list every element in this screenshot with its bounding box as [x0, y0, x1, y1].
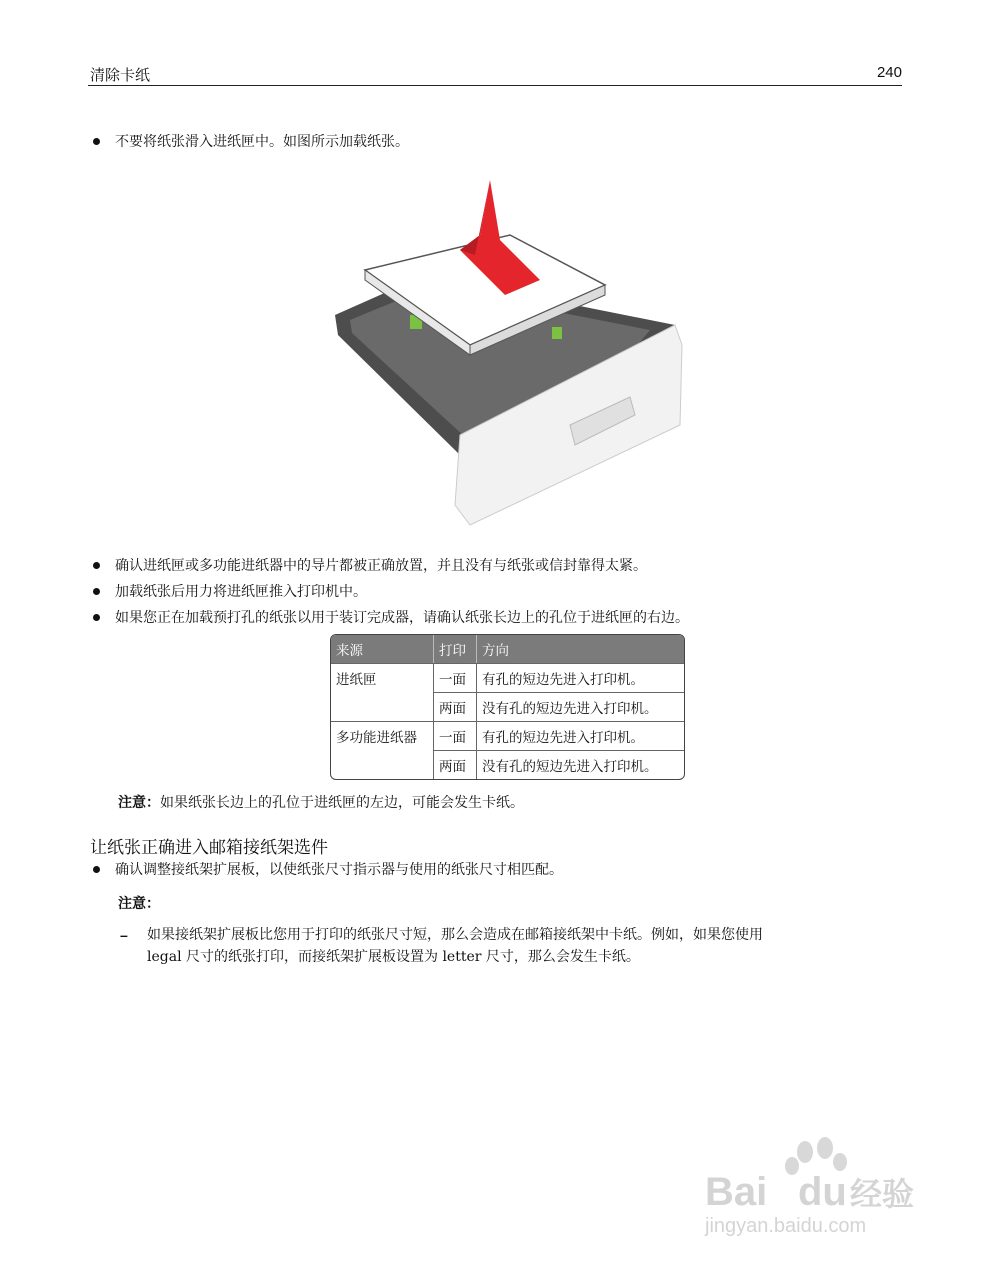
col-header-source: 来源 — [331, 635, 434, 663]
paper-tray-illustration — [330, 175, 690, 545]
note-label: 注意： — [118, 896, 160, 912]
watermark-brand: Bai — [705, 1170, 768, 1214]
bullet-dot — [93, 614, 100, 621]
col-header-direction: 方向 — [477, 635, 684, 663]
cell-print: 一面 — [434, 663, 477, 692]
orientation-table — [330, 634, 685, 780]
cell-direction: 有孔的短边先进入打印机。 — [477, 721, 684, 750]
table-header-row — [331, 635, 684, 663]
watermark-brand-cn: 经验 — [850, 1175, 915, 1213]
col-header-print: 打印 — [434, 635, 477, 663]
cell-direction: 没有孔的短边先进入打印机。 — [477, 692, 684, 721]
baidu-watermark — [700, 1130, 930, 1240]
section-heading: 让纸张正确进入邮箱接纸架选件 — [90, 838, 328, 858]
dash-line: legal 尺寸的纸张打印，而接纸架扩展板设置为 letter 尺寸，那么会发生卡纸。 — [147, 949, 640, 965]
bullet-dot — [93, 866, 100, 873]
cell-source: 进纸匣 — [331, 663, 434, 721]
watermark-url: jingyan.baidu.com — [705, 1215, 867, 1237]
cell-source: 多功能进纸器 — [331, 721, 434, 779]
note-paragraph — [118, 792, 524, 812]
header-section-title: 清除卡纸 — [90, 66, 151, 84]
table-row — [331, 721, 684, 750]
cell-direction: 有孔的短边先进入打印机。 — [477, 663, 684, 692]
bullet-dot — [93, 138, 100, 145]
note-text: 如果纸张长边上的孔位于进纸匣的左边，可能会发生卡纸。 — [160, 795, 524, 811]
page-number: 240 — [876, 64, 902, 81]
table-row — [331, 663, 684, 692]
header-divider — [88, 85, 902, 86]
note-label: 注意： — [118, 795, 160, 811]
cell-print: 一面 — [434, 721, 477, 750]
dash-line: 如果接纸架扩展板比您用于打印的纸张尺寸短，那么会造成在邮箱接纸架中卡纸。例如，如果您使用 — [147, 927, 763, 943]
cell-print: 两面 — [434, 692, 477, 721]
dash-marker: – — [120, 927, 128, 943]
cell-print: 两面 — [434, 750, 477, 779]
watermark-brand2: du — [798, 1170, 847, 1214]
cell-direction: 没有孔的短边先进入打印机。 — [477, 750, 684, 779]
bullet-dot — [93, 588, 100, 595]
bullet-dot — [93, 562, 100, 569]
